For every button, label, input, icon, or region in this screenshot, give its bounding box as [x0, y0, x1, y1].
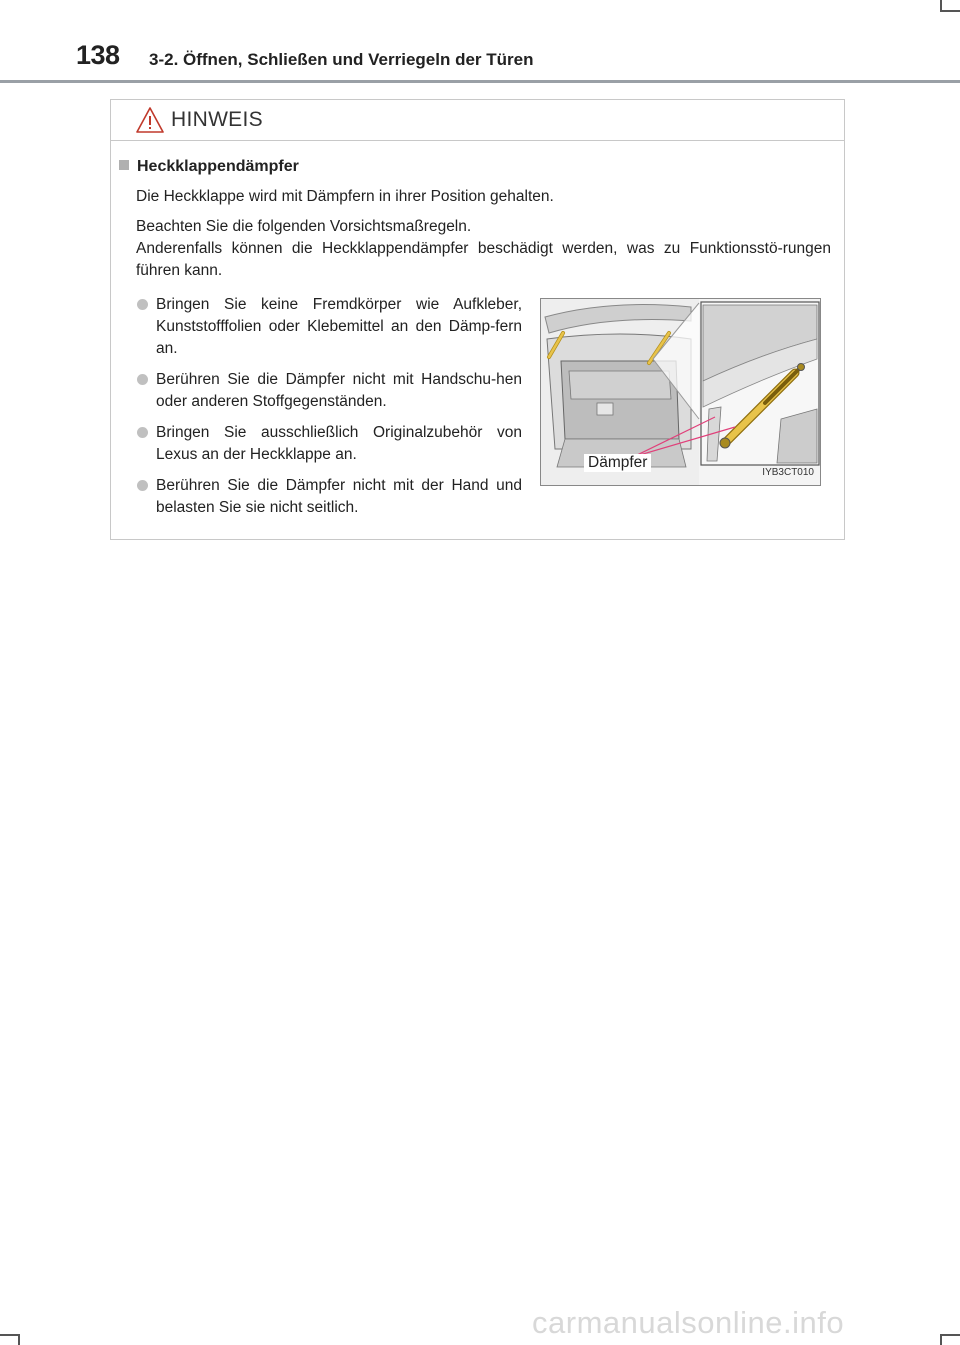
bullet-dot-icon: [137, 299, 148, 310]
section-title: 3-2. Öffnen, Schließen und Verriegeln der Türen: [149, 50, 534, 69]
bullet-dot-icon: [137, 374, 148, 385]
figure-label: Dämpfer: [584, 454, 651, 472]
crop-mark: [942, 1334, 960, 1336]
sub-heading-text: Heckklappendämpfer: [137, 158, 299, 175]
crop-mark: [18, 1334, 20, 1345]
list-item: [137, 369, 522, 413]
header-rule: [0, 80, 960, 83]
crop-mark: [940, 1334, 942, 1345]
list-item: [137, 475, 522, 519]
page-header: [0, 0, 960, 84]
watermark: carmanualsonline.info: [532, 1305, 845, 1340]
notice-box: [110, 99, 845, 540]
paragraph-line: Beachten Sie die folgenden Vorsichtsmaßregeln.: [136, 218, 472, 235]
tailgate-damper-illustration: [540, 298, 821, 486]
notice-title: HINWEIS: [171, 108, 263, 131]
list-item-text: Berühren Sie die Dämpfer nicht mit Handschu-hen oder anderen Stoffgegenständen.: [156, 371, 522, 410]
list-item: [137, 422, 522, 466]
bullet-list: [137, 294, 522, 528]
square-bullet-icon: [119, 160, 129, 170]
tailgate-illustration-svg: [541, 299, 821, 486]
page-number: 138: [76, 40, 120, 70]
crop-mark: [0, 1334, 18, 1336]
list-item-text: Bringen Sie keine Fremdkörper wie Aufkleber, Kunststofffolien oder Klebemittel an den Dämp-fern an.: [156, 296, 522, 357]
paragraph: Die Heckklappe wird mit Dämpfern in ihrer Position gehalten.: [136, 188, 554, 205]
list-item-text: Bringen Sie ausschließlich Originalzubehör von Lexus an der Heckklappe an.: [156, 424, 522, 463]
sub-heading: [119, 158, 299, 176]
bullet-dot-icon: [137, 427, 148, 438]
paragraph-line: Anderenfalls können die Heckklappendämpfer beschädigt werden, was zu Funktionsstö-rungen führen kann.: [136, 240, 831, 279]
notice-header: [111, 100, 844, 141]
bullet-dot-icon: [137, 480, 148, 491]
paragraph: [136, 216, 831, 282]
warning-icon: [135, 106, 165, 134]
list-item: [137, 294, 522, 360]
list-item-text: Berühren Sie die Dämpfer nicht mit der Hand und belasten Sie sie nicht seitlich.: [156, 477, 522, 516]
figure-code: IYB3CT010: [762, 467, 814, 478]
